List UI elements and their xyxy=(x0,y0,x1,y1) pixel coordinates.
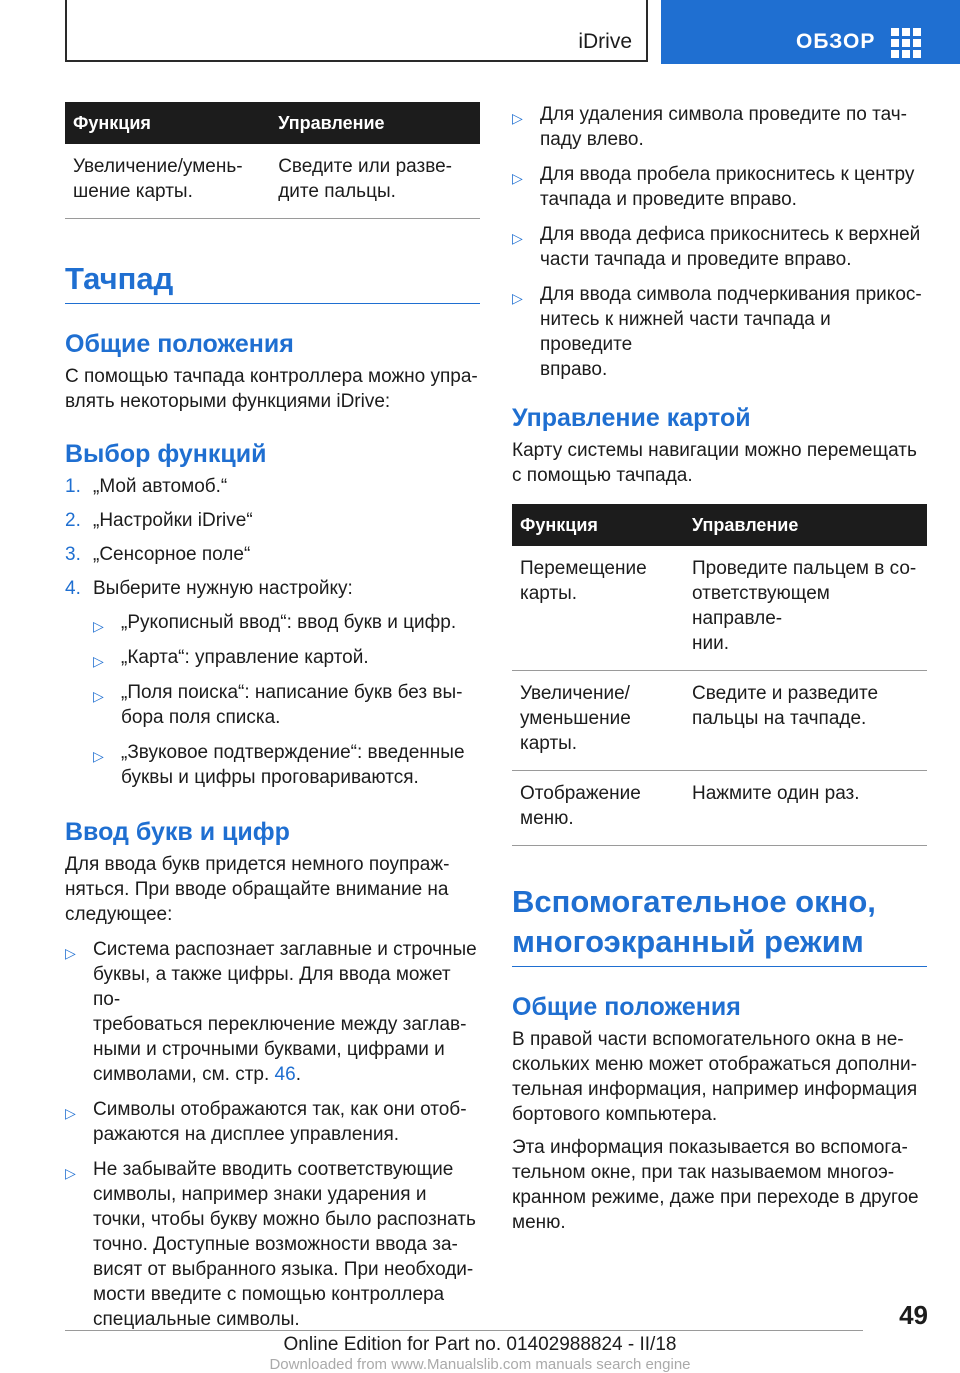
table-header-control: Управление xyxy=(678,504,927,546)
list-item: ▷ Символы отображаются так, как они отоб- ражаются на дисплее управления. xyxy=(65,1099,467,1145)
page-header xyxy=(65,0,960,64)
table-cell: Перемещение карты. xyxy=(512,546,678,671)
zoom-table xyxy=(65,102,480,219)
footer-divider xyxy=(65,1330,863,1331)
heading-select-functions: Выбор функций xyxy=(65,440,267,468)
list-item xyxy=(65,508,480,533)
page-link[interactable]: 46 xyxy=(274,1064,296,1085)
triangle-right-icon: ▷ xyxy=(65,945,76,961)
paragraph-general: С помощью тачпада контроллера можно упра- влять некоторыми функциями iDrive: xyxy=(65,366,478,412)
step-text: „Сенсорное поле“ xyxy=(93,544,251,565)
paragraph-aux-1: В правой части вспомогательного окна в не- скольких меню может отображаться дополни- тельная информация, например информация бортового компьютера. xyxy=(512,1029,918,1125)
map-table xyxy=(512,504,927,846)
list-item: ▷ Для ввода пробела прикоснитесь к центру тачпада и проведите вправо. xyxy=(512,164,915,210)
list-item xyxy=(65,474,480,499)
table-row xyxy=(65,144,480,219)
table-cell: Увеличение/ уменьшение карты. xyxy=(512,671,678,771)
table-header-function: Функция xyxy=(512,504,678,546)
steps-list xyxy=(65,474,480,601)
table-row xyxy=(512,771,927,846)
left-column xyxy=(65,102,480,1342)
triangle-right-icon: ▷ xyxy=(512,230,523,246)
footer-watermark: Downloaded from www.Manualslib.com manuals search engine xyxy=(269,1356,691,1373)
footer-edition: Online Edition for Part no. 01402988824 - II/18 xyxy=(283,1334,677,1355)
touchpad-input-list xyxy=(512,102,927,382)
paragraph-map: Карту системы навигации можно перемещать с помощью тачпада. xyxy=(512,440,917,486)
step-text: Выберите нужную настройку: xyxy=(93,578,353,599)
heading-general: Общие положения xyxy=(65,330,294,358)
list-item: ▷ „Звуковое подтверждение“: введенные буквы и цифры проговариваются. xyxy=(93,742,465,788)
list-item: ▷ „Поля поиска“: написание букв без вы- бора поля списка. xyxy=(93,682,463,728)
table-cell: Сведите или разве- дите пальцы. xyxy=(264,144,480,219)
settings-sublist xyxy=(93,610,480,790)
heading-map-control: Управление картой xyxy=(512,404,751,432)
step-text: „Настройки iDrive“ xyxy=(93,510,253,531)
triangle-right-icon: ▷ xyxy=(65,1165,76,1181)
list-item: ▷ Для ввода символа подчеркивания прикос- нитесь к нижней части тачпада и проведите вправо. xyxy=(512,284,922,380)
footer xyxy=(0,1334,960,1373)
triangle-right-icon: ▷ xyxy=(93,618,104,634)
table-cell: Сведите и разведите пальцы на тачпаде. xyxy=(678,671,927,771)
table-cell: Отображение меню. xyxy=(512,771,678,846)
section-title-aux-window: Вспомогательное окно, многоэкранный режим xyxy=(512,882,927,967)
header-frame xyxy=(65,0,648,62)
triangle-right-icon: ▷ xyxy=(512,110,523,126)
triangle-right-icon: ▷ xyxy=(65,1105,76,1121)
triangle-right-icon: ▷ xyxy=(93,748,104,764)
list-item: ▷ „Карта“: управление картой. xyxy=(93,645,480,670)
triangle-right-icon: ▷ xyxy=(93,653,104,669)
list-item: ▷ Система распознает заглавные и строчные буквы, а также цифры. Для ввода может по- требоваться переключение между заглав- ными и строчными буквами, цифрами и символами, см. стр. 46. xyxy=(65,939,477,1085)
table-header-function: Функция xyxy=(65,102,264,144)
table-header-control: Управление xyxy=(264,102,480,144)
header-title: iDrive xyxy=(578,30,632,53)
right-column xyxy=(512,102,927,1235)
overview-tab-label: ОБЗОР xyxy=(796,30,876,53)
step-number: 2. xyxy=(65,510,81,531)
list-item: ▷ Для ввода дефиса прикоснитесь к верхней части тачпада и проведите вправо. xyxy=(512,224,921,270)
step-number: 4. xyxy=(65,578,81,599)
input-tips-list xyxy=(65,937,480,1332)
paragraph-aux-2: Эта информация показывается во вспомога- тельном окне, при так называемом многоэ- кранном режиме, даже при переходе в другое меню. xyxy=(512,1137,919,1233)
page-number: 49 xyxy=(899,1300,928,1330)
grid-icon[interactable] xyxy=(891,28,921,56)
list-item xyxy=(65,542,480,567)
heading-input: Ввод букв и цифр xyxy=(65,818,290,846)
table-row xyxy=(512,546,927,671)
step-text: „Мой автомоб.“ xyxy=(93,476,228,497)
table-cell: Проведите пальцем в со- ответствующем направле- нии. xyxy=(678,546,927,671)
heading-general-2: Общие положения xyxy=(512,993,741,1021)
triangle-right-icon: ▷ xyxy=(512,170,523,186)
list-item: ▷ Для удаления символа проведите по тач- паду влево. xyxy=(512,104,907,150)
triangle-right-icon: ▷ xyxy=(93,688,104,704)
table-cell: Увеличение/умень- шение карты. xyxy=(65,144,264,219)
step-number: 1. xyxy=(65,476,81,497)
overview-tab[interactable] xyxy=(661,0,960,64)
section-title-touchpad: Тачпад xyxy=(65,259,480,304)
table-cell: Нажмите один раз. xyxy=(678,771,927,846)
list-item xyxy=(65,576,480,601)
step-number: 3. xyxy=(65,544,81,565)
paragraph-input: Для ввода букв придется немного поупраж- няться. При вводе обращайте внимание на следующее: xyxy=(65,854,450,925)
list-item: ▷ Не забывайте вводить соответствующие символы, например знаки ударения и точки, чтобы букву можно было распознать точно. Доступные возможности ввода за- висят от выбранного языка. При необходи- мости введите с помощью контроллера специальные символы. xyxy=(65,1159,476,1330)
triangle-right-icon: ▷ xyxy=(512,290,523,306)
list-item: ▷ „Рукописный ввод“: ввод букв и цифр. xyxy=(93,610,480,635)
table-row xyxy=(512,671,927,771)
